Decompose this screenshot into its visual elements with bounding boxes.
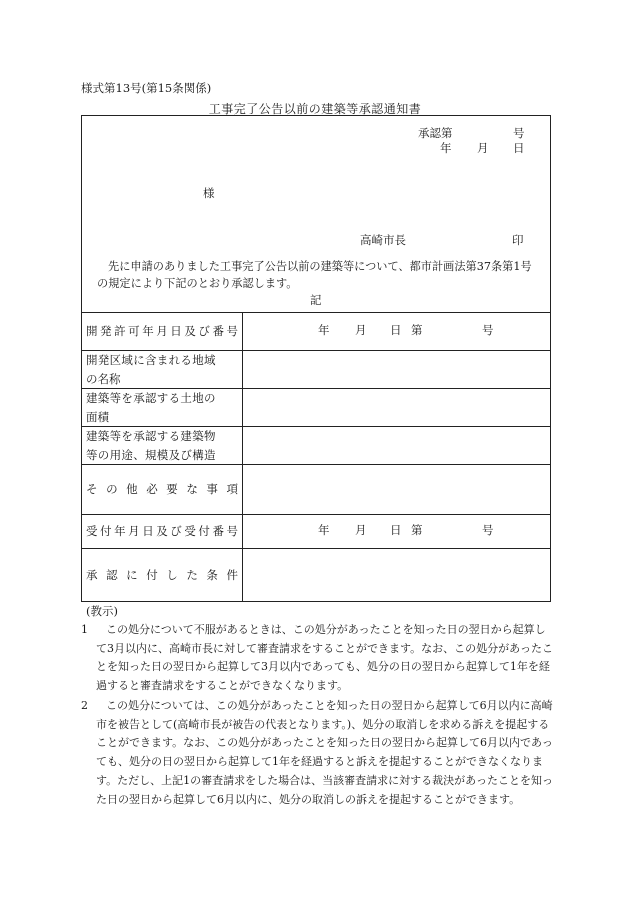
label-building-use-line2: 等の用途、規模及び構造 [86,448,216,462]
receipt-year: 年 [318,523,330,537]
instruction-number: 2 [81,699,88,712]
label-receipt-number: 受付年月日及び受付番号 [86,524,238,538]
notice-body-line1: 先に申請のありました工事完了公告以前の建築等について、都市計画法第37条第1号 [108,260,532,273]
form-number: 様式第13号(第15条関係) [81,81,212,95]
label-land-area-line2: 面積 [86,410,109,424]
label-land-area-line1: 建築等を承認する土地の [86,391,216,405]
label-area-name-line2: の名称 [86,372,121,386]
label-approval-conditions: 承認に付した条件 [86,568,238,582]
instruction-item-1 [81,621,553,696]
addressee-honorific: 様 [203,186,215,200]
instruction-text: この処分について不服があるときは、この処分があったことを知った日の翌日から起算して3月以内に、高崎市長に対して審査請求をすることができます。なお、この処分があったことを知った日の翌日から起算して3月以内であっても、処分の日の翌日から起算して1年を経過すると審査請求をすることができなくなります。 [96,623,554,693]
permit-year: 年 [318,323,330,337]
receipt-day: 日 [390,523,402,537]
row-divider [81,548,551,549]
instruction-number: 1 [81,623,88,636]
approval-number-suffix: 号 [513,126,525,140]
label-building-use-line1: 建築等を承認する建築物 [86,429,216,443]
receipt-go: 号 [482,523,494,537]
issue-date-month: 月 [477,141,489,155]
row-divider [81,514,551,515]
label-development-permit: 開発許可年月日及び番号 [86,324,238,338]
seal-mark: 印 [512,233,524,247]
instruction-text: この処分については、この処分があったことを知った日の翌日から起算して6月以内に高崎市を被告として(高崎市長が被告の代表となります。)、処分の取消しを求める訴えを提起することができます。なお、この処分があったことを知った日の翌日から起算して6月以内であっても、処分の日の翌日から起算して1年を経過すると訴えを提起することができなくなります。ただし、上記1の審査請求をした場合は、当該審査請求に対する裁決があったことを知った日の翌日から起算して6月以内に、処分の取消しの訴えを提起することができます。 [96,699,554,806]
permit-go: 号 [482,323,494,337]
issue-date-year: 年 [440,141,452,155]
receipt-dai: 第 [411,523,423,537]
permit-month: 月 [355,323,367,337]
permit-day: 日 [390,323,402,337]
table-top-rule [81,312,551,313]
ki-mark: 記 [310,293,322,307]
issue-date-day: 日 [513,141,525,155]
permit-dai: 第 [411,323,423,337]
instruction-item-2 [81,697,553,809]
instructions-heading: (教示) [86,604,118,618]
label-area-name-line1: 開発区域に含まれる地域 [86,353,216,367]
notice-body-line2: の規定により下記のとおり承認します。 [97,277,298,290]
document-title: 工事完了公告以前の建築等承認通知書 [208,102,422,116]
label-other-matters: その他必要な事項 [86,482,238,496]
column-divider [242,312,243,602]
issuer-name: 高崎市長 [360,233,406,247]
receipt-month: 月 [355,523,367,537]
approval-number-prefix: 承認第 [418,126,453,140]
